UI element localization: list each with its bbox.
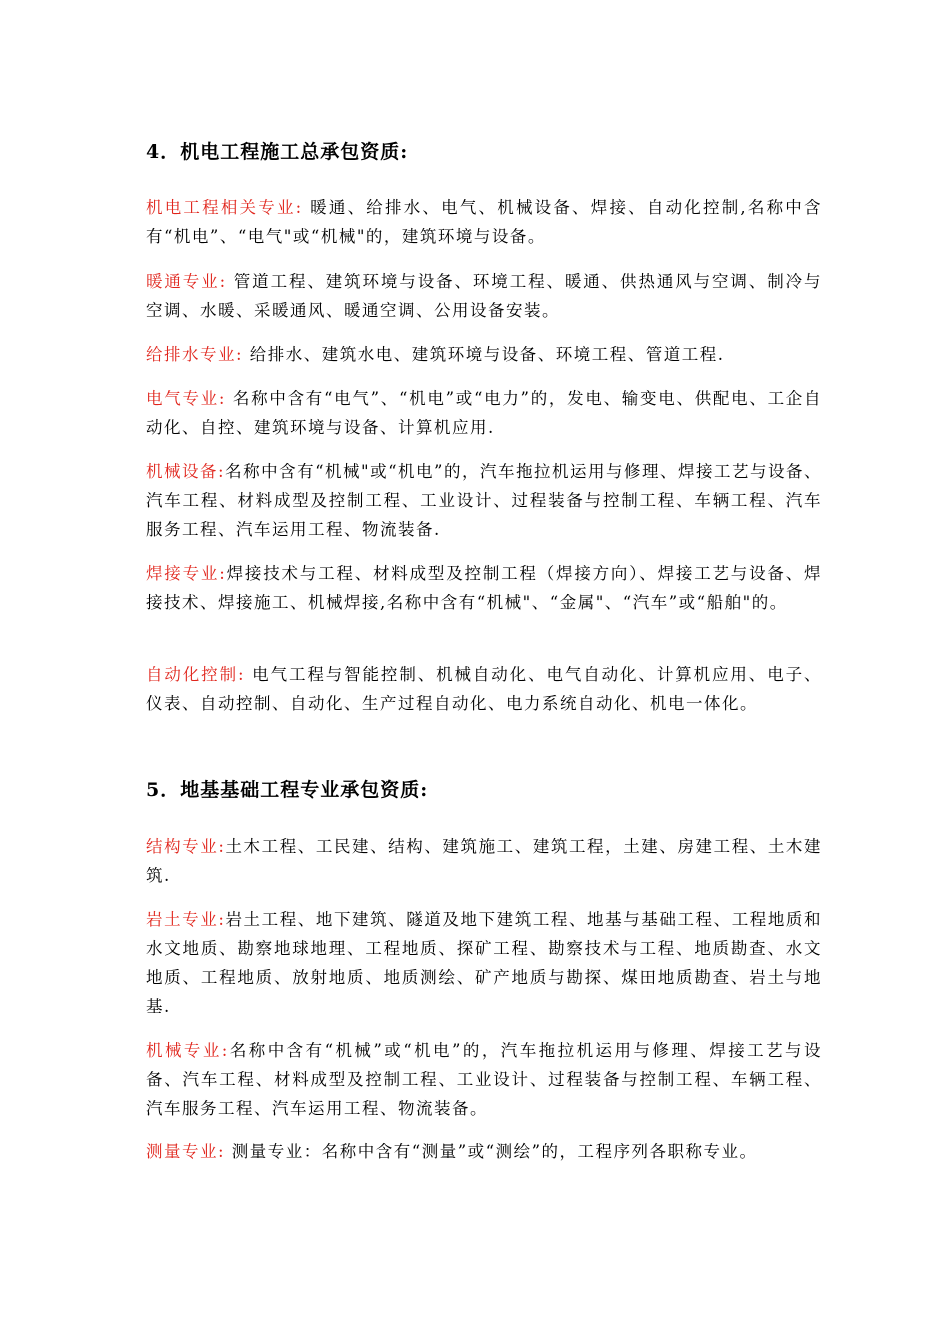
item-label: 暖通专业:: [146, 272, 227, 291]
item-label: 机械设备:: [146, 462, 226, 481]
paragraph-mep-related: [146, 193, 822, 251]
section-heading-5: 5．地基基础工程专业承包资质:: [146, 779, 429, 801]
section-heading-4: 4．机电工程施工总承包资质:: [146, 141, 409, 163]
item-text: 暖通、给排水、电气、机械设备、焊接、自动化控制,名称中含有“机电”、“电气"或“机械"的，建筑环境与设备。: [146, 198, 822, 246]
paragraph-mechanical: [146, 1036, 822, 1123]
paragraph-electrical: [146, 384, 822, 442]
item-label: 岩土专业:: [146, 910, 226, 929]
item-label: 焊接专业:: [146, 564, 227, 583]
item-label: 给排水专业:: [146, 345, 244, 364]
item-text: 名称中含有“机械"或“机电”的，汽车拖拉机运用与修理、焊接工艺与设备、汽车工程、材料成型及控制工程、工业设计、过程装备与控制工程、车辆工程、汽车服务工程、汽车运用工程、物流装备.: [146, 462, 822, 539]
paragraph-plumbing: [146, 340, 822, 369]
item-label: 机械专业:: [146, 1041, 229, 1060]
item-label: 测量专业:: [146, 1142, 226, 1161]
paragraph-welding: [146, 559, 822, 617]
item-text: 名称中含有“机械”或“机电”的，汽车拖拉机运用与修理、焊接工艺与设备、汽车工程、材料成型及控制工程、工业设计、过程装备与控制工程、车辆工程、汽车服务工程、汽车运用工程、物流装备。: [146, 1041, 822, 1118]
item-text: 管道工程、建筑环境与设备、环境工程、暖通、供热通风与空调、制冷与空调、水暖、采暖通风、暖通空调、公用设备安装。: [146, 272, 822, 320]
paragraph-mechanical-equipment: [146, 457, 822, 544]
item-text: 电气工程与智能控制、机械自动化、电气自动化、计算机应用、电子、仪表、自动控制、自动化、生产过程自动化、电力系统自动化、机电一体化。: [146, 665, 822, 713]
item-text: 名称中含有“电气”、“机电”或“电力”的，发电、输变电、供配电、工企自动化、自控、建筑环境与设备、计算机应用.: [146, 389, 823, 437]
item-label: 电气专业:: [146, 389, 226, 408]
paragraph-geotechnical: [146, 905, 822, 1021]
paragraph-surveying: [146, 1137, 822, 1166]
item-label: 结构专业:: [146, 837, 226, 856]
paragraph-hvac: [146, 267, 822, 325]
item-text: 土木工程、工民建、结构、建筑施工、建筑工程，土建、房建工程、土木建筑.: [146, 837, 823, 885]
paragraph-structure: [146, 832, 822, 890]
paragraph-automation: [146, 660, 822, 718]
item-label: 机电工程相关专业:: [146, 198, 303, 217]
item-label: 自动化控制:: [146, 665, 246, 684]
item-text: 测量专业：名称中含有“测量”或“测绘”的，工程序列各职称专业。: [225, 1142, 758, 1161]
item-text: 焊接技术与工程、材料成型及控制工程（焊接方向）、焊接工艺与设备、焊接技术、焊接施工、机械焊接,名称中含有“机械"、“金属"、“汽车”或“船舶"的。: [146, 564, 823, 612]
item-text: 岩土工程、地下建筑、隧道及地下建筑工程、地基与基础工程、工程地质和水文地质、勘察地球地理、工程地质、探矿工程、勘察技术与工程、地质勘查、水文地质、工程地质、放射地质、地质测绘、矿产地质与勘探、煤田地质勘查、岩土与地基.: [146, 910, 823, 1016]
item-text: 给排水、建筑水电、建筑环境与设备、环境工程、管道工程.: [243, 345, 725, 364]
